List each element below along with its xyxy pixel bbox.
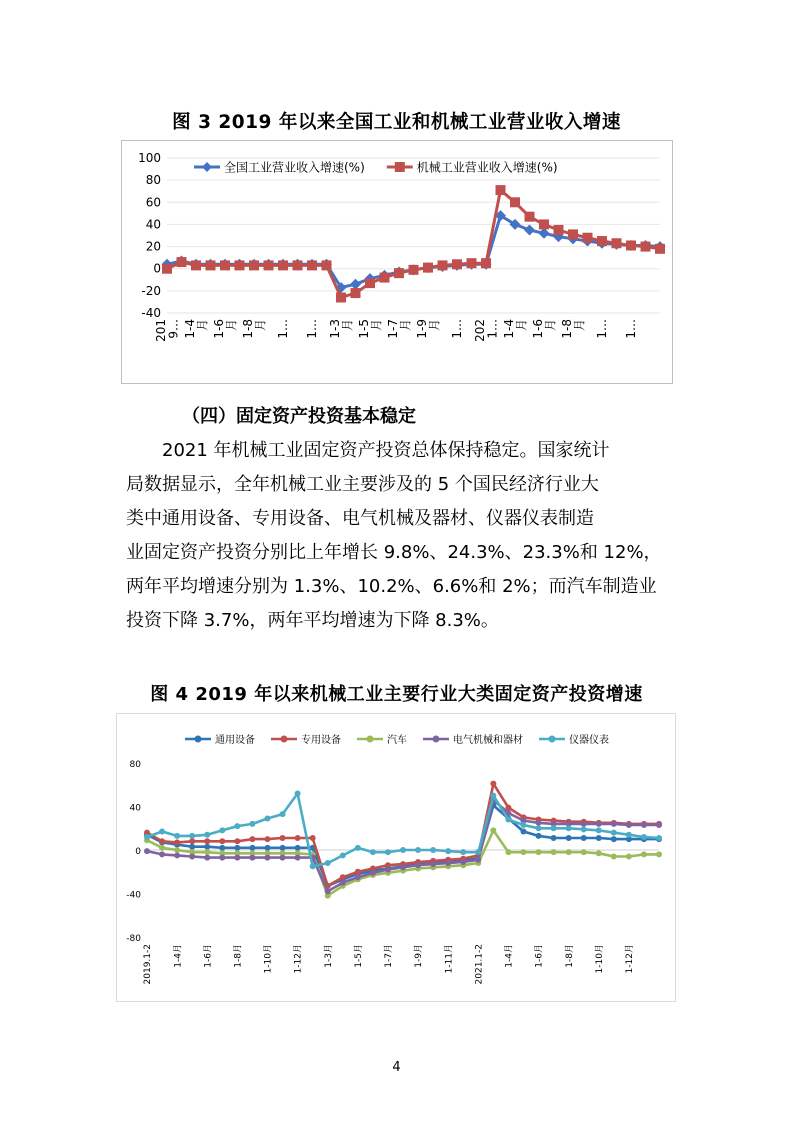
x-tick-label: [143, 944, 153, 984]
data-point: [539, 219, 549, 229]
x-tick-label: [293, 944, 304, 973]
x-tick-label: [443, 944, 454, 973]
data-point: [159, 845, 165, 851]
data-point: [385, 849, 391, 855]
data-point: [409, 265, 419, 275]
y-tick-label: 40: [129, 803, 141, 814]
x-tick-label: [386, 319, 413, 339]
data-point: [536, 825, 542, 831]
svg-text:1-4月: 1-4月: [173, 944, 184, 968]
data-point: [539, 228, 550, 239]
svg-text:1…: 1…: [485, 319, 500, 339]
data-point: [566, 825, 572, 831]
x-tick-label: [504, 944, 515, 968]
data-point: [611, 836, 617, 842]
data-point: [307, 260, 317, 270]
paragraph-line: 两年平均增速分别为 1.3%、10.2%、6.6%和 2%；而汽车制造业: [126, 576, 657, 597]
data-point: [655, 244, 665, 254]
y-tick-label: -40: [126, 890, 141, 901]
svg-text:1-8: 1-8: [559, 319, 574, 339]
x-tick-label: [595, 319, 609, 339]
data-point: [581, 835, 587, 841]
data-point: [174, 833, 180, 839]
data-point: [460, 859, 466, 865]
data-point: [554, 225, 564, 235]
svg-text:月: 月: [543, 319, 558, 332]
svg-text:月: 月: [369, 319, 384, 332]
svg-text:1-12月: 1-12月: [293, 944, 304, 974]
x-tick-label: [383, 944, 394, 968]
data-point: [234, 823, 240, 829]
figure-4-svg: [117, 714, 675, 1001]
data-point: [505, 817, 511, 823]
x-tick-label: [183, 319, 210, 339]
svg-text:月: 月: [253, 319, 268, 332]
data-point: [505, 849, 511, 855]
x-tick-label: [474, 944, 484, 984]
data-point: [626, 822, 632, 828]
legend-marker: [195, 736, 202, 743]
data-point: [415, 847, 421, 853]
data-point: [400, 864, 406, 870]
data-point: [370, 870, 376, 876]
data-point: [370, 849, 376, 855]
data-point: [340, 874, 346, 880]
x-tick-label: [413, 944, 424, 968]
svg-text:1…: 1…: [624, 319, 639, 339]
data-point: [249, 836, 255, 842]
data-point: [219, 855, 225, 861]
svg-text:1-8月: 1-8月: [564, 944, 575, 968]
svg-text:1-8月: 1-8月: [233, 944, 244, 968]
svg-text:1-4月: 1-4月: [504, 944, 515, 968]
data-point: [520, 849, 526, 855]
paragraph-line: 投资下降 3.7%，两年平均增速为下降 8.3%。: [126, 610, 499, 631]
svg-text:1…: 1…: [450, 319, 465, 339]
data-point: [322, 260, 332, 270]
page-number: 4: [392, 1060, 401, 1075]
data-point: [355, 845, 361, 851]
x-tick-label: [202, 944, 213, 968]
data-point: [355, 874, 361, 880]
svg-text:1-8: 1-8: [240, 319, 255, 339]
x-tick-label: [305, 319, 319, 339]
data-point: [394, 268, 404, 278]
figure-3-chart: [121, 140, 673, 384]
svg-text:月: 月: [514, 319, 529, 332]
data-point: [467, 258, 477, 268]
data-point: [162, 264, 172, 274]
data-point: [189, 833, 195, 839]
paragraph-line: 2021 年机械工业固定资产投资总体保持稳定。国家统计: [162, 440, 610, 461]
data-point: [177, 257, 187, 267]
x-tick-label: [624, 944, 635, 973]
svg-text:1-12月: 1-12月: [625, 944, 636, 974]
svg-text:1-3月: 1-3月: [323, 944, 334, 968]
svg-text:1-4: 1-4: [182, 319, 197, 339]
data-point: [219, 845, 225, 851]
svg-text:月: 月: [398, 319, 413, 332]
svg-text:1-7月: 1-7月: [384, 944, 395, 968]
data-point: [295, 835, 301, 841]
data-point: [581, 849, 587, 855]
svg-text:月: 月: [427, 319, 442, 332]
svg-text:1-6: 1-6: [211, 319, 226, 339]
x-tick-label: [560, 319, 587, 339]
data-point: [278, 260, 288, 270]
data-point: [520, 822, 526, 828]
data-point: [612, 238, 622, 248]
svg-text:1-5月: 1-5月: [353, 944, 364, 968]
x-tick-label: [534, 944, 545, 968]
figure-3-svg: [122, 141, 672, 383]
svg-text:1-6: 1-6: [530, 319, 545, 339]
y-tick-label: 0: [153, 261, 161, 276]
data-point: [280, 811, 286, 817]
svg-text:9…: 9…: [166, 319, 181, 339]
data-point: [496, 185, 506, 195]
data-point: [234, 845, 240, 851]
data-point: [490, 781, 496, 787]
data-point: [641, 834, 647, 840]
svg-text:1-10月: 1-10月: [594, 944, 605, 974]
y-tick-label: 20: [145, 239, 161, 254]
data-point: [656, 851, 662, 857]
data-point: [264, 855, 270, 861]
x-tick-label: [473, 319, 500, 342]
data-point: [191, 260, 201, 270]
data-point: [351, 288, 361, 298]
legend-label: 仪器仪表: [569, 734, 609, 746]
x-tick-label: [263, 944, 274, 973]
data-point: [525, 212, 535, 222]
data-point: [280, 845, 286, 851]
data-point: [452, 259, 462, 269]
y-tick-label: -20: [141, 283, 161, 298]
x-tick-label: [357, 319, 384, 339]
svg-text:1-11月: 1-11月: [444, 944, 455, 974]
data-point: [566, 835, 572, 841]
data-point: [597, 236, 607, 246]
x-tick-label: [233, 944, 244, 968]
data-point: [220, 260, 230, 270]
data-point: [295, 845, 301, 851]
data-point: [430, 861, 436, 867]
data-point: [189, 844, 195, 850]
data-point: [295, 790, 301, 796]
data-point: [219, 838, 225, 844]
data-point: [340, 880, 346, 886]
svg-text:1-6月: 1-6月: [534, 944, 545, 968]
data-point: [626, 854, 632, 860]
svg-text:月: 月: [340, 319, 355, 332]
data-point: [293, 260, 303, 270]
y-tick-label: 0: [135, 847, 141, 857]
data-point: [490, 793, 496, 799]
data-point: [430, 847, 436, 853]
data-point: [641, 822, 647, 828]
data-point: [340, 852, 346, 858]
figure-3-title: 图 3 2019 年以来全国工业和机械工业营业收入增速: [172, 112, 621, 133]
data-point: [568, 229, 578, 239]
y-tick-label: 80: [129, 760, 141, 770]
svg-text:月: 月: [572, 319, 587, 332]
svg-text:1-9: 1-9: [414, 319, 429, 339]
data-point: [438, 260, 448, 270]
data-point: [144, 834, 150, 840]
data-point: [596, 850, 602, 856]
data-point: [581, 821, 587, 827]
data-point: [189, 838, 195, 844]
data-point: [159, 838, 165, 844]
data-point: [264, 836, 270, 842]
data-point: [204, 849, 210, 855]
x-tick-label: [594, 944, 605, 973]
legend-label: 全国工业营业收入增速(%): [224, 160, 365, 175]
data-point: [234, 855, 240, 861]
data-point: [204, 838, 210, 844]
data-point: [400, 847, 406, 853]
data-point: [204, 855, 210, 861]
svg-text:1-4: 1-4: [501, 319, 516, 339]
y-tick-label: 80: [145, 173, 161, 188]
data-point: [264, 260, 274, 270]
data-point: [325, 860, 331, 866]
x-tick-label: [415, 319, 442, 339]
legend-marker: [549, 736, 556, 743]
svg-text:1…: 1…: [595, 319, 610, 339]
body-paragraph: [126, 434, 674, 638]
data-point: [350, 279, 361, 290]
svg-text:1-7: 1-7: [385, 319, 400, 339]
data-point: [656, 835, 662, 841]
data-point: [219, 827, 225, 833]
x-tick-label: [323, 944, 334, 968]
y-tick-label: 40: [145, 217, 161, 232]
y-tick-label: -80: [126, 934, 141, 944]
y-tick-label: -40: [141, 306, 161, 320]
data-point: [159, 829, 165, 835]
data-point: [445, 860, 451, 866]
paragraph-line: 类中通用设备、专用设备、电气机械及器材、仪器仪表制造: [126, 508, 594, 529]
data-point: [385, 867, 391, 873]
svg-text:1…: 1…: [305, 319, 320, 339]
data-point: [249, 821, 255, 827]
data-point: [365, 278, 375, 288]
data-point: [510, 197, 520, 207]
legend-marker: [367, 736, 374, 743]
data-point: [524, 224, 535, 235]
data-point: [336, 293, 346, 303]
figure-4-chart: [116, 713, 676, 1002]
data-point: [174, 847, 180, 853]
data-point: [611, 854, 617, 860]
legend-label: 电气机械和器材: [453, 734, 523, 746]
series-line: [167, 216, 660, 288]
legend-marker: [395, 162, 405, 172]
svg-text:1-6月: 1-6月: [203, 944, 214, 968]
data-point: [551, 835, 557, 841]
x-tick-label: [353, 944, 364, 968]
data-point: [204, 844, 210, 850]
data-point: [566, 849, 572, 855]
data-point: [520, 829, 526, 835]
x-tick-label: [531, 319, 558, 339]
x-tick-label: [328, 319, 355, 339]
legend-label: 通用设备: [215, 734, 255, 746]
data-point: [583, 233, 593, 243]
data-point: [280, 835, 286, 841]
svg-text:1-10月: 1-10月: [263, 944, 274, 974]
data-point: [234, 838, 240, 844]
legend-marker: [202, 162, 212, 172]
data-point: [481, 258, 491, 268]
section-heading: （四）固定资产投资基本稳定: [182, 406, 416, 427]
svg-text:1…: 1…: [276, 319, 291, 339]
data-point: [204, 832, 210, 838]
data-point: [355, 869, 361, 875]
data-point: [415, 862, 421, 868]
x-tick-label: [564, 944, 575, 968]
data-point: [159, 851, 165, 857]
paragraph-line: 业固定资产投资分别比上年增长 9.8%、24.3%、23.3%和 12%，: [126, 542, 662, 563]
data-point: [380, 273, 390, 283]
x-tick-label: [212, 319, 239, 339]
data-point: [280, 855, 286, 861]
data-point: [536, 820, 542, 826]
data-point: [490, 827, 496, 833]
data-point: [626, 832, 632, 838]
data-point: [310, 863, 316, 869]
data-point: [596, 821, 602, 827]
data-point: [475, 849, 481, 855]
x-tick-label: [502, 319, 529, 339]
data-point: [445, 848, 451, 854]
svg-text:2019.1-2: 2019.1-2: [143, 944, 154, 985]
data-point: [551, 825, 557, 831]
svg-text:月: 月: [195, 319, 210, 332]
data-point: [611, 821, 617, 827]
y-tick-label: 100: [138, 151, 161, 165]
data-point: [581, 826, 587, 832]
svg-text:月: 月: [224, 319, 239, 332]
data-point: [174, 839, 180, 845]
data-point: [235, 260, 245, 270]
data-point: [536, 849, 542, 855]
svg-text:2021.1-2: 2021.1-2: [474, 944, 485, 985]
data-point: [551, 849, 557, 855]
data-point: [475, 857, 481, 863]
data-point: [264, 815, 270, 821]
x-tick-label: [172, 944, 183, 968]
data-point: [423, 263, 433, 273]
x-tick-label: [624, 319, 638, 339]
figure-4-title: 图 4 2019 年以来机械工业主要行业大类固定资产投资增速: [150, 684, 643, 705]
data-point: [295, 855, 301, 861]
data-point: [325, 888, 331, 894]
data-point: [656, 822, 662, 828]
svg-text:201: 201: [153, 319, 168, 342]
svg-text:1-3: 1-3: [327, 319, 342, 339]
legend-label: 机械工业营业收入增速(%): [416, 160, 558, 175]
x-tick-label: [276, 319, 290, 339]
x-tick-label: [154, 319, 181, 342]
data-point: [310, 835, 316, 841]
data-point: [264, 845, 270, 851]
data-point: [249, 845, 255, 851]
data-point: [596, 827, 602, 833]
data-point: [611, 830, 617, 836]
x-tick-label: [241, 319, 268, 339]
data-point: [189, 854, 195, 860]
legend-label: 专用设备: [301, 734, 341, 746]
data-point: [206, 260, 216, 270]
data-point: [641, 851, 647, 857]
svg-text:1-9月: 1-9月: [414, 944, 425, 968]
legend-marker: [281, 736, 288, 743]
data-point: [249, 260, 259, 270]
data-point: [144, 848, 150, 854]
data-point: [460, 849, 466, 855]
x-tick-label: [450, 319, 464, 339]
svg-text:1-5: 1-5: [356, 319, 371, 339]
data-point: [596, 835, 602, 841]
legend-label: 汽车: [387, 734, 407, 746]
y-tick-label: 60: [145, 195, 161, 210]
data-point: [174, 852, 180, 858]
data-point: [626, 240, 636, 250]
data-point: [249, 855, 255, 861]
data-point: [641, 242, 651, 252]
svg-text:202: 202: [472, 319, 487, 342]
paragraph-line: 局数据显示，全年机械工业主要涉及的 5 个国民经济行业大: [126, 474, 599, 495]
data-point: [536, 833, 542, 839]
legend-marker: [433, 736, 440, 743]
